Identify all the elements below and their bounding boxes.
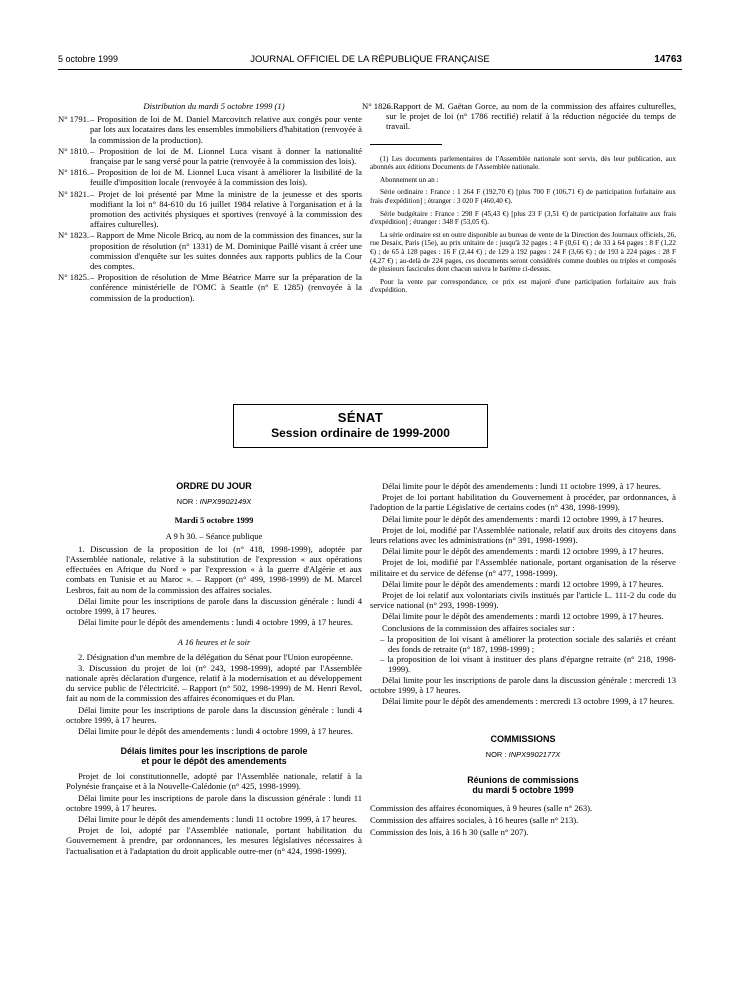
footnote bbox=[370, 155, 676, 295]
item-text: – Proposition de loi de M. Lionnel Luca visant à donner la nationalité française par le sang versé pour la patrie (renvoyée à la commission des lois). bbox=[90, 145, 362, 167]
item-number: N° 1821. bbox=[58, 188, 90, 199]
item-text: – Proposition de loi de M. Lionnel Luca visant à améliorer la lisibilité de la feuille d'imposition locale (renvoyée à la commission des lois). bbox=[90, 167, 362, 188]
item-text: – Projet de loi présenté par Mme la ministre de la jeunesse et des sports modifiant la loi n° 84-610 du 16 juillet 1984 relative à l'organisation et à la promotion des activités physiques et sportives (renvoyé à la commission des affaires culturelles). bbox=[90, 188, 362, 230]
commission-line: Commission des lois, à 16 h 30 (salle n° 207). bbox=[370, 827, 529, 838]
paragraph: Projet de loi, adopté par l'Assemblée nationale, portant habilitation du Gouvernement à prendre, par ordonnances, les mesures législatives nécessaires à l'actualisation et à l'adaptation du droit applicable outre-mer (n° 424, 1998-1999). bbox=[66, 825, 362, 856]
paragraph: Projet de loi constitutionnelle, adopté par l'Assemblée nationale, relatif à la Polynésie française et à la Nouvelle-Calédonie (n° 425, 1998-1999). bbox=[66, 771, 362, 792]
senat-banner bbox=[233, 404, 488, 448]
item-number: N° 1825. bbox=[58, 272, 90, 283]
paragraph: Conclusions de la commission des affaires sociales sur : bbox=[382, 622, 575, 633]
paragraph: Délai limite pour le dépôt des amendements : lundi 11 octobre 1999, à 17 heures. bbox=[382, 481, 661, 491]
commission-line: Commission des affaires économiques, à 9 heures (salle n° 263). bbox=[370, 802, 593, 813]
nor-label: NOR : bbox=[176, 497, 198, 507]
distribution-title: Distribution du mardi 5 octobre 1999 (1) bbox=[143, 101, 285, 111]
journal-title: JOURNAL OFFICIEL DE LA RÉPUBLIQUE FRANÇAISE bbox=[250, 54, 490, 65]
paragraph: Délai limite pour les inscriptions de parole dans la discussion générale : lundi 4 octobre 1999, à 17 heures. bbox=[66, 704, 362, 725]
senat-subtitle: Session ordinaire de 1999-2000 bbox=[271, 426, 450, 440]
nor-code: INPX9902149X bbox=[199, 497, 252, 507]
reunions-title: Réunions de commissions bbox=[467, 774, 579, 785]
distribution-section bbox=[58, 101, 362, 304]
item-number: N° 1810. bbox=[58, 145, 90, 156]
nor-reference bbox=[66, 497, 362, 507]
delais-subtitle: et pour le dépôt des amendements bbox=[141, 756, 287, 767]
time-heading: A 16 heures et le soir bbox=[177, 637, 251, 648]
paragraph: Délai limite pour le dépôt des amendements : lundi 4 octobre 1999, à 17 heures. bbox=[78, 617, 353, 628]
item-text: – Rapport de M. Gaëtan Gorce, au nom de la commission des affaires culturelles, sur le projet de loi (n° 1786 rectifié) relatif à la réduction négociée du temps de travail. bbox=[386, 101, 676, 132]
paragraph: Délai limite pour le dépôt des amendements : mardi 12 octobre 1999, à 17 heures. bbox=[382, 578, 664, 589]
paragraph: Projet de loi relatif aux volontariats civils institués par l'article L. 111-2 du code du service national (n° 293, 1998-1999). bbox=[370, 590, 676, 611]
item-text: – Rapport de Mme Nicole Bricq, au nom de la commission des finances, sur la proposition de résolution (n° 1331) de M. Dominique Paillé visant à créer une commission d'enquête sur les suites données aux rapports publics de la Cour des comptes. bbox=[90, 230, 362, 272]
footnote-text: Abonnement un an : bbox=[380, 175, 439, 184]
paragraph: Délai limite pour le dépôt des amendements : mardi 12 octobre 1999, à 17 heures. bbox=[382, 513, 664, 524]
footnote-text: (1) Les documents parlementaires de l'Assemblée nationale sont servis, dès leur publication, aux abonnés aux éditions Documents de l'Assemblée nationale. bbox=[370, 154, 676, 172]
commissions-title: COMMISSIONS bbox=[490, 734, 556, 745]
day-heading: Mardi 5 octobre 1999 bbox=[174, 515, 254, 526]
list-item bbox=[58, 188, 362, 230]
footnote-text: La série ordinaire est en outre disponible au bureau de vente de la Direction des Journaux officiels, 26, rue Desaix, Paris (15e), au prix unitaire de : jusqu'à 32 pages : 4 F (0,61 €) ; de 33 à 64 pages : 8 F (1,22 €) ; de 65 à 128 pages : 16 F (2,44 €) ; de 129 à 192 pages : 24 F (3,66 €) ; de 193 à 224 pages : 28 F (4,27 €) ; au-delà de 224 pages, ces documents seront considérés comme doubles ou triples et composés de plusieurs fascicules dont chacun suivra le barème ci-dessus. bbox=[370, 230, 676, 274]
item-number: N° 1791. bbox=[58, 114, 90, 125]
footnote-text: Série budgétaire : France : 298 F (45,43 €) [plus 23 F (3,51 €) de participation forfaitaire aux frais d'expédition] ; étranger : 348 F (53,05 €). bbox=[370, 209, 676, 227]
paragraph: Délai limite pour les inscriptions de parole dans la discussion générale : lundi 4 octobre 1999, à 17 heures. bbox=[66, 595, 362, 617]
ordre-du-jour-section bbox=[66, 481, 362, 857]
nor-code: INPX9902177X bbox=[508, 750, 561, 760]
footnote-text: Série ordinaire : France : 1 264 F (192,70 €) [plus 700 F (106,71 €) de participation forfaitaire aux frais d'expédition] ; étranger : 3 020 F (460,40 €). bbox=[370, 188, 676, 205]
list-item: – la proposition de loi visant à instituer des plans d'épargne retraite (n° 218, 1998-1999). bbox=[380, 654, 676, 675]
header-rule bbox=[58, 69, 682, 70]
paragraph: Projet de loi, modifié par l'Assemblée nationale, portant organisation de la réserve militaire et du service de défense (n° 477, 1998-1999). bbox=[370, 557, 676, 578]
nor-reference bbox=[370, 750, 676, 760]
item-text: – Proposition de loi de M. Daniel Marcovitch relative aux congés pour vente par lots aux locataires dans les ensembles immobiliers d'habitation (renvoyée à la commission de la production). bbox=[90, 114, 362, 145]
list-item: – la proposition de loi visant à améliorer la protection sociale des salariés et créant des fonds de retraite (n° 187, 1998-1999) ; bbox=[380, 633, 676, 655]
paragraph: Délai limite pour les inscriptions de parole dans la discussion générale : lundi 11 octobre 1999, à 17 heures. bbox=[66, 792, 362, 813]
page-header bbox=[58, 54, 682, 68]
section-title: ORDRE DU JOUR bbox=[176, 481, 252, 491]
paragraph: 2. Désignation d'un membre de la délégation du Sénat pour l'Union européenne. bbox=[78, 651, 353, 662]
list-item bbox=[58, 114, 362, 145]
ordre-du-jour-continued bbox=[370, 481, 676, 839]
paragraph: 3. Discussion du projet de loi (n° 243, 1998-1999), adopté par l'Assemblée nationale après déclaration d'urgence, relatif à la modernisation et au développement du service public de l'électricité. – Rapport (n° 502, 1998-1999) de M. Henri Revol, fait au nom de la commission des affaires économiques et du Plan. bbox=[66, 662, 362, 704]
item-number: N° 1816. bbox=[58, 167, 90, 178]
item-number: N° 1826. bbox=[362, 101, 394, 111]
commission-line: Commission des affaires sociales, à 16 heures (salle n° 213). bbox=[370, 814, 579, 825]
paragraph: Projet de loi portant habilitation du Gouvernement à procéder, par ordonnances, à l'adoption de la partie Législative de certains codes (n° 438, 1998-1999). bbox=[370, 492, 676, 513]
page-number: 14763 bbox=[654, 54, 682, 65]
header-date: 5 octobre 1999 bbox=[58, 54, 119, 64]
time-heading: A 9 h 30. – Séance publique bbox=[165, 530, 263, 541]
list-item bbox=[58, 272, 362, 303]
delais-title: Délais limites pour les inscriptions de parole bbox=[120, 746, 308, 757]
list-item bbox=[58, 230, 362, 272]
paragraph: Délai limite pour les inscriptions de parole dans la discussion générale : mercredi 13 octobre 1999, à 17 heures. bbox=[370, 674, 676, 695]
paragraph: Délai limite pour le dépôt des amendements : mercredi 13 octobre 1999, à 17 heures. bbox=[382, 696, 675, 707]
paragraph: 1. Discussion de la proposition de loi (n° 418, 1998-1999), adoptée par l'Assemblée nationale, relative à la substitution de l'expression « aux opérations effectuées en Afrique du Nord » par l'expression « à la guerre d'Algérie et aux combats en Tunisie et au Maroc ». – Rapport (n° 499, 1998-1999) de M. Marcel Lesbros, fait au nom de la commission des affaires sociales. bbox=[66, 543, 362, 595]
paragraph: Délai limite pour le dépôt des amendements : mardi 12 octobre 1999, à 17 heures. bbox=[382, 546, 664, 557]
item-number: N° 1823. bbox=[58, 230, 90, 241]
footnote-text: Pour la vente par correspondance, ce prix est majoré d'une participation forfaitaire aux frais d'expédition. bbox=[370, 277, 676, 295]
footnote-rule bbox=[370, 144, 442, 145]
item-text: – Proposition de résolution de Mme Béatrice Marre sur la préparation de la conférence ministérielle de l'OMC à Seattle (n° E 1285) (renvoyée à la commission de la production). bbox=[90, 272, 362, 303]
paragraph: Délai limite pour le dépôt des amendements : lundi 11 octobre 1999, à 17 heures. bbox=[78, 814, 357, 825]
paragraph: Projet de loi, modifié par l'Assemblée nationale, relatif aux droits des citoyens dans leurs relations avec les administrations (n° 391, 1998-1999). bbox=[370, 524, 676, 546]
paragraph: Délai limite pour le dépôt des amendements : lundi 4 octobre 1999, à 17 heures. bbox=[78, 726, 353, 737]
nor-label: NOR : bbox=[485, 750, 507, 760]
distribution-section-right bbox=[362, 101, 676, 299]
list-item bbox=[362, 101, 676, 132]
senat-title: SÉNAT bbox=[337, 410, 384, 425]
paragraph: Délai limite pour le dépôt des amendements : mardi 12 octobre 1999, à 17 heures. bbox=[382, 611, 664, 622]
list-item bbox=[58, 167, 362, 188]
list-item bbox=[58, 145, 362, 167]
reunions-subtitle: du mardi 5 octobre 1999 bbox=[472, 784, 574, 795]
